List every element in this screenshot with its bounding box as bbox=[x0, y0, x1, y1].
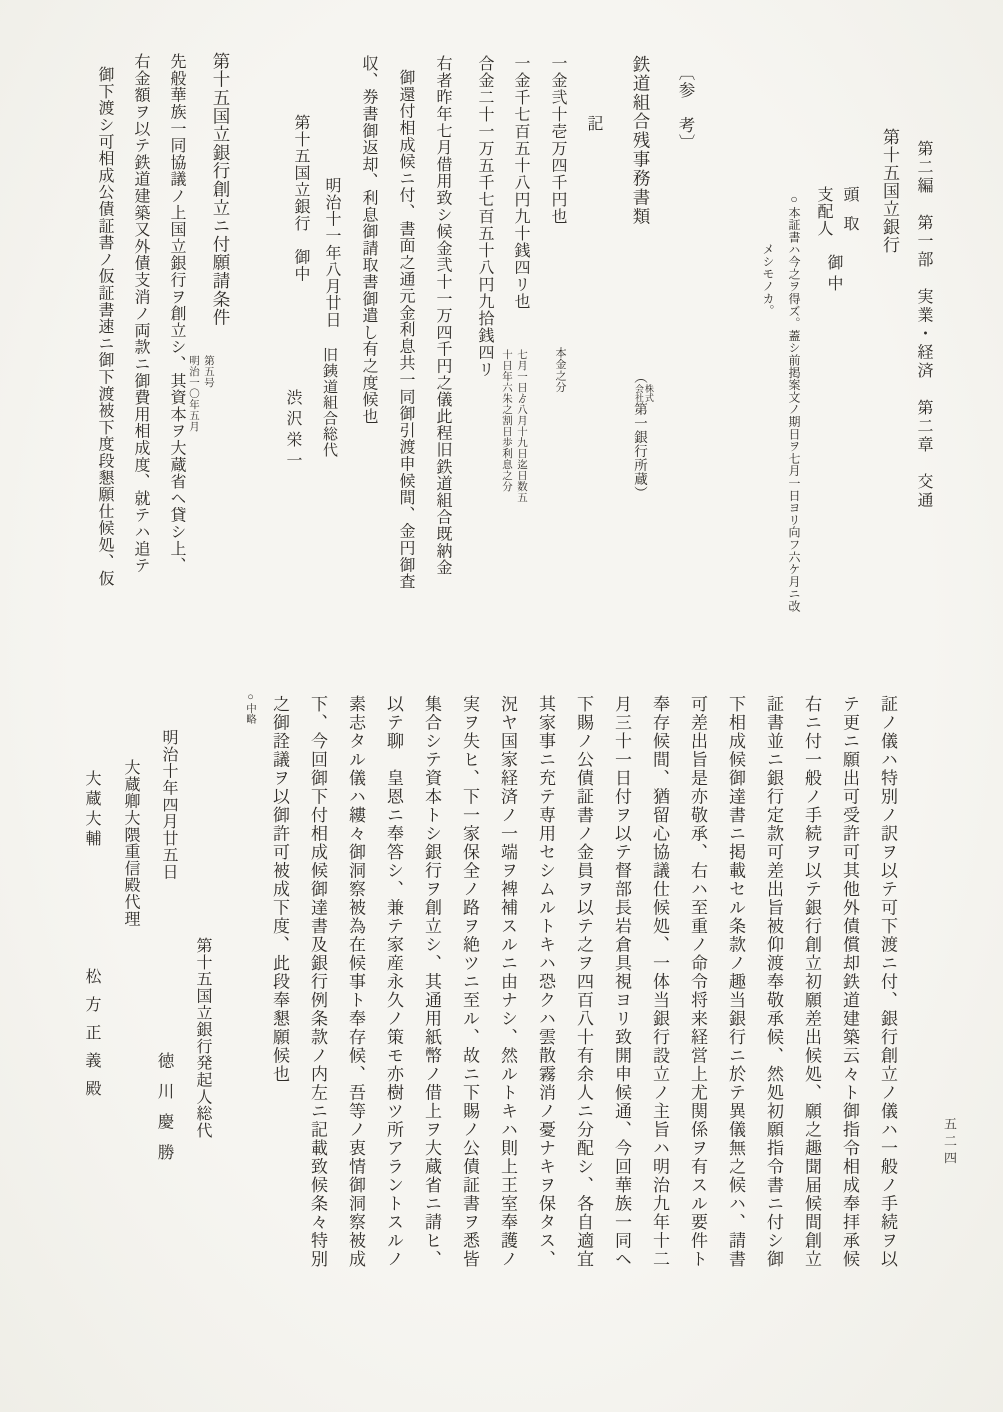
source-open-paren: （ bbox=[632, 370, 647, 384]
letter-signer-name: 渋沢栄一 bbox=[284, 389, 301, 473]
amount-line-1: 一金弐十壱万四千円也 bbox=[549, 55, 566, 225]
editor-note-line-1: ○本証書ハ今之ヲ得ズ。蓋シ前掲案文ノ期日ヲ七月一日ヨリ向フ六ケ月ニ改 bbox=[787, 192, 801, 613]
petition-intro-line-2: 右金額ヲ以テ鉄道建築又外債支消ノ両款ニ御費用相成度、就テハ追テ bbox=[132, 53, 149, 574]
petition-proxy-line: 大蔵卿大隈重信殿代理 bbox=[122, 759, 139, 927]
text-line: 右ニ付一般ノ手続ヲ以テ銀行創立初願差出候処、願之趣聞届候間創立 bbox=[802, 695, 821, 1269]
petition-intro-line-1: 先般華族一同協議ノ上国立銀行ヲ創立シ、其資本ヲ大蔵省ヘ貸シ上、 bbox=[168, 53, 185, 574]
text-line: 下相成候御達書ニ掲載セル条款ノ趣当銀行ニ於テ異儀無之候ハ、請書 bbox=[726, 695, 745, 1269]
addressee-shihainin: 支配人 bbox=[815, 186, 832, 237]
letter-body-line-1: 右者昨年七月借用致シ候金弐十一万四千円之儀此程旧鉄道組合既納金 bbox=[434, 55, 451, 576]
text-line: 証書並ニ銀行定款可差出旨被仰渡奉敬承候、然処初願指令書ニ付シ御 bbox=[764, 695, 783, 1269]
warichu-right-line: 株式 bbox=[644, 384, 654, 402]
running-head: 第二編 第一部 実業・経済 第二章 交通 bbox=[915, 140, 932, 510]
text-line: 其家事ニ充テ専用セシムルトキハ恐クハ雲散霧消ノ憂ナキヲ保タス、 bbox=[536, 695, 555, 1269]
petition-addressee bbox=[80, 770, 102, 1108]
text-line: 月三十一日付ヲ以テ督部長岩倉具視ヨリ致開申候通、今回華族一同ヘ bbox=[612, 695, 631, 1269]
source-note bbox=[628, 370, 654, 500]
letter-body-line-3: 収、券書御返却、利息御請取書御遣し有之度候也 bbox=[360, 55, 377, 425]
interest-note bbox=[499, 349, 529, 503]
interest-note-line-1: 七月一日ゟ八月十九日迄日数五 bbox=[516, 349, 527, 503]
text-line: 可差出旨是亦敬承、右ハ至重ノ命令将来経営上尤関係ヲ有スル要件ト bbox=[688, 695, 707, 1269]
text-line: 之御詮議ヲ以御許可被成下度、此段奉懇願候也 bbox=[270, 695, 289, 1084]
addressee-bank: 第十五国立銀行 bbox=[880, 128, 899, 254]
page-number: 五二四 bbox=[942, 1117, 957, 1168]
petition-heading: 第十五国立銀行創立ニ付願請条件 bbox=[211, 52, 231, 327]
petition-heading-note-line-1: 第五号 bbox=[203, 355, 214, 388]
text-line: 奉存候間、猶留心協議仕候処、一体当銀行設立ノ主旨ハ明治九年十二 bbox=[650, 695, 669, 1269]
petition-addressee-name: 松方正義殿 bbox=[83, 968, 100, 1108]
reference-title: 鉄道組合残事務書類 bbox=[631, 55, 651, 226]
petition-date: 明治十年四月廿五日 bbox=[160, 729, 177, 881]
petition-heading-note bbox=[186, 355, 216, 432]
petition-heading-note-line-2: 明治一〇年五月 bbox=[188, 355, 199, 432]
omission-mark: ○中略 bbox=[245, 692, 256, 724]
text-line: 下、今回御下付相成候御達書及銀行例条款ノ内左ニ記載致候条々特別 bbox=[308, 695, 327, 1269]
reference-label: 〔参 考〕 bbox=[676, 64, 695, 152]
source-holder: 第一銀行所蔵） bbox=[632, 402, 647, 500]
warichu-kabushiki-gaisha bbox=[634, 384, 654, 402]
text-line: 下賜ノ公債証書ノ金員ヲ以テ之ヲ四百八十有余人ニ分配シ、各自適宜 bbox=[574, 695, 593, 1269]
interest-note-line-2: 十日年六朱之割日歩利息之分 bbox=[501, 349, 512, 492]
petition-intro-line-3: 御下渡シ可相成公債証書ノ仮証書速ニ御下渡被下度段懇願仕候処、仮 bbox=[96, 66, 113, 587]
amount-line-2: 一金千七百五十八円九十銭四リ也 bbox=[512, 55, 529, 310]
letter-addressee: 第十五国立銀行 御中 bbox=[292, 114, 309, 282]
text-line: 以テ聊 皇恩ニ奉答シ、兼テ家産永久ノ策モ亦樹ツ所アラントスルノ bbox=[384, 695, 403, 1269]
text-line: 実ヲ失ヒ、下一家保全ノ路ヲ絶ツニ至ル、故ニ下賜ノ公債証書ヲ悉皆 bbox=[460, 695, 479, 1269]
letter-date: 明治十一年八月廿日 bbox=[323, 177, 340, 329]
warichu-left-line: 会社 bbox=[634, 384, 644, 402]
editor-note-line-2: メシモノカ。 bbox=[761, 243, 775, 317]
text-line: 集合シテ資本トシ銀行ヲ創立シ、其通用紙幣ノ借上ヲ大蔵省ニ請ヒ、 bbox=[422, 695, 441, 1269]
record-mark: 記 bbox=[585, 115, 602, 132]
amount-line-1-note: 本金之分 bbox=[554, 347, 566, 393]
text-line: 証ノ儀ハ特別ノ訳ヲ以テ可下渡ニ付、銀行創立ノ儀ハ一般ノ手続ヲ以 bbox=[878, 695, 897, 1269]
letter-signer-title: 旧銕道組合総代 bbox=[321, 347, 337, 458]
addressee-todori: 頭取 bbox=[841, 186, 858, 244]
amount-total-line: 合金二十一万五千七百五十八円九拾銭四リ bbox=[476, 55, 493, 378]
petition-body bbox=[246, 695, 906, 1343]
text-line: 素志タル儀ハ縷々御洞察被為在候事ト奉存候、吾等ノ衷情御洞察被成 bbox=[346, 695, 365, 1269]
petition-signer-title: 第十五国立銀行発起人総代 bbox=[194, 937, 211, 1139]
letter-body-line-2: 御還付相成候ニ付、書面之通元金利息共一同御引渡申候間、金円御査 bbox=[397, 69, 414, 590]
text-line: 況ヤ国家経済ノ一端ヲ裨補スルニ由ナシ、然ルトキハ則上王室奉護ノ bbox=[498, 695, 517, 1269]
petition-signer-name: 徳川慶勝 bbox=[155, 1052, 174, 1174]
petition-addressee-office: 大蔵大輔 bbox=[83, 770, 100, 850]
addressee-onchu: 御中 bbox=[825, 254, 842, 296]
text-line: テ更ニ願出可受許可其他外債償却鉄道建築云々ト御指令相成奉拝承候 bbox=[840, 695, 859, 1269]
